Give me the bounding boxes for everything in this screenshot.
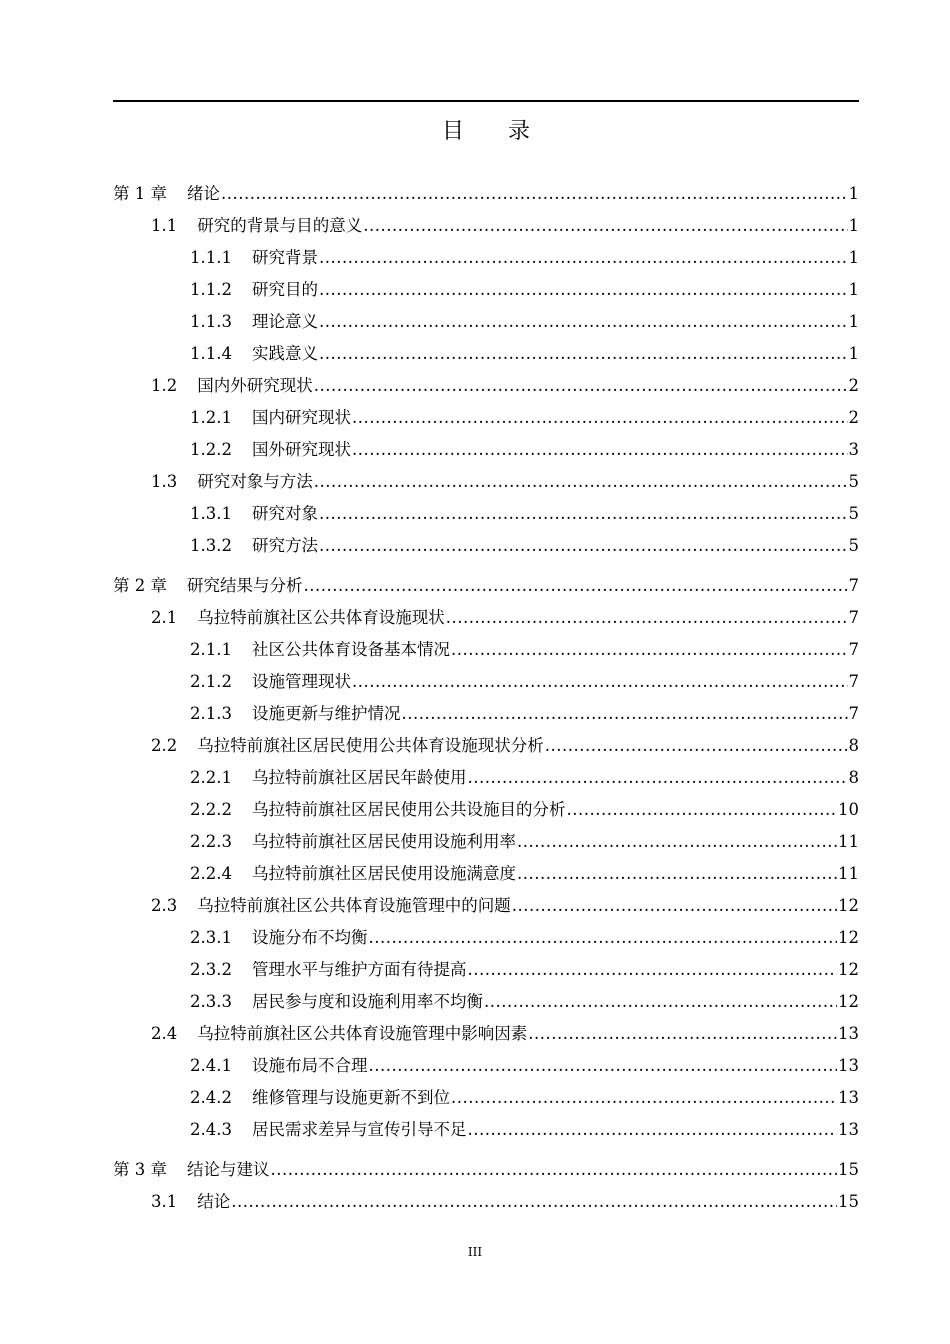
toc-leader-dots — [545, 736, 848, 756]
toc-entry[interactable] — [113, 180, 859, 204]
toc-entry-label: 国外研究现状 — [251, 440, 351, 459]
toc-entry-page: 15 — [838, 1192, 859, 1211]
toc-leader-dots — [231, 1192, 837, 1212]
toc-entry-label: 维修管理与设施更新不到位 — [251, 1088, 450, 1107]
toc-entry-label: 设施管理现状 — [251, 672, 351, 691]
toc-leader-dots — [446, 608, 848, 628]
toc-entry-label: 研究方法 — [251, 536, 318, 555]
toc-entry[interactable] — [113, 956, 859, 980]
toc-entry-page: 15 — [838, 1160, 859, 1179]
toc-entry[interactable] — [113, 732, 859, 756]
toc-leader-dots — [368, 928, 837, 948]
toc-entry[interactable] — [113, 700, 859, 724]
toc-entry[interactable] — [113, 892, 859, 916]
toc-entry[interactable] — [113, 340, 859, 364]
toc-entry-label: 研究的背景与目的意义 — [197, 216, 363, 235]
toc-entry-label: 乌拉特前旗社区居民使用公共设施目的分析 — [251, 800, 566, 819]
toc-entry-number: 1.2.1 — [190, 408, 232, 427]
toc-entry[interactable] — [113, 372, 859, 396]
toc-entry-label: 结论与建议 — [187, 1160, 270, 1179]
toc-leader-dots — [314, 472, 848, 492]
toc-entry-page: 1 — [848, 344, 859, 363]
toc-entry-label: 居民需求差异与宣传引导不足 — [251, 1120, 467, 1139]
toc-entry-label: 乌拉特前旗社区居民使用公共体育设施现状分析 — [197, 736, 544, 755]
toc-entry[interactable] — [113, 828, 859, 852]
toc-entry-label: 乌拉特前旗社区公共体育设施管理中影响因素 — [197, 1024, 528, 1043]
toc-entry-number: 1.3 — [151, 472, 178, 491]
toc-entry[interactable] — [113, 308, 859, 332]
toc-entry-number: 2.1.2 — [190, 672, 232, 691]
toc-entry[interactable] — [113, 924, 859, 948]
toc-entry-label: 绪论 — [187, 184, 220, 203]
header-rule — [113, 100, 859, 102]
toc-entry-label: 国内外研究现状 — [197, 376, 313, 395]
toc-entry-number: 2.4 — [151, 1024, 178, 1043]
toc-entry-page: 11 — [838, 832, 859, 851]
toc-entry[interactable] — [113, 988, 859, 1012]
toc-entry-page: 5 — [848, 536, 859, 555]
toc-entry-label: 理论意义 — [251, 312, 318, 331]
toc-entry-label: 设施更新与维护情况 — [251, 704, 401, 723]
toc-entry-number: 1.1.3 — [190, 312, 232, 331]
toc-entry-label: 实践意义 — [251, 344, 318, 363]
toc-entry-page: 1 — [848, 280, 859, 299]
toc-entry-number: 1.3.1 — [190, 504, 232, 523]
toc-entry-page: 5 — [848, 504, 859, 523]
toc-entry[interactable] — [113, 468, 859, 492]
toc-leader-dots — [566, 800, 837, 820]
toc-entry[interactable] — [113, 532, 859, 556]
toc-entry-page: 2 — [848, 376, 859, 395]
toc-leader-dots — [484, 992, 837, 1012]
toc-entry-number: 2.2.2 — [190, 800, 232, 819]
toc-leader-dots — [363, 216, 847, 236]
toc-entry-number: 1.1 — [151, 216, 178, 235]
toc-leader-dots — [401, 704, 847, 724]
toc-entry-page: 3 — [848, 440, 859, 459]
toc-entry[interactable] — [113, 604, 859, 628]
toc-entry-label: 研究结果与分析 — [187, 576, 303, 595]
toc-entry-label: 乌拉特前旗社区公共体育设施现状 — [197, 608, 445, 627]
toc-leader-dots — [304, 576, 848, 596]
toc-entry-number: 2.2.4 — [190, 864, 232, 883]
toc-entry-label: 乌拉特前旗社区居民年龄使用 — [251, 768, 467, 787]
toc-entry-page: 12 — [838, 960, 859, 979]
toc-entry-label: 设施布局不合理 — [251, 1056, 368, 1075]
toc-leader-dots — [528, 1024, 837, 1044]
toc-leader-dots — [319, 536, 848, 556]
toc-leader-dots — [368, 1056, 837, 1076]
toc-entry-page: 1 — [848, 184, 859, 203]
page-title — [113, 114, 859, 145]
toc-entry-label: 国内研究现状 — [251, 408, 351, 427]
toc-entry-number: 2.2 — [151, 736, 178, 755]
toc-entry-label: 结论 — [197, 1192, 231, 1211]
toc-entry-label: 研究对象与方法 — [197, 472, 313, 491]
toc-entry-page: 7 — [848, 672, 859, 691]
toc-entry[interactable] — [113, 436, 859, 460]
toc-entry-page: 13 — [838, 1024, 859, 1043]
toc-entry-number: 2.2.3 — [190, 832, 232, 851]
toc-entry-number: 3.1 — [151, 1192, 178, 1211]
toc-entry-page: 13 — [838, 1088, 859, 1107]
toc-entry-number: 2.3.3 — [190, 992, 232, 1011]
toc-entry-number: 2.4.3 — [190, 1120, 232, 1139]
toc-entry-number: 1.1.4 — [190, 344, 232, 363]
toc-entry-page: 1 — [848, 216, 859, 235]
toc-entry[interactable] — [113, 404, 859, 428]
toc-entry-label: 研究对象 — [251, 504, 318, 523]
toc-leader-dots — [352, 408, 848, 428]
toc-leader-dots — [352, 672, 848, 692]
toc-entry-number: 2.4.1 — [190, 1056, 232, 1075]
toc-entry-number: 1.2.2 — [190, 440, 232, 459]
toc-entry-number: 2.1.1 — [190, 640, 232, 659]
toc-entry-page: 11 — [838, 864, 859, 883]
toc-leader-dots — [467, 768, 847, 788]
toc-entry-page: 12 — [838, 992, 859, 1011]
toc-entry-number: 1.2 — [151, 376, 178, 395]
toc-entry[interactable] — [113, 668, 859, 692]
toc-entry[interactable] — [113, 244, 859, 268]
toc-entry[interactable] — [113, 636, 859, 660]
toc-entry-page: 2 — [848, 408, 859, 427]
toc-entry-label: 乌拉特前旗社区居民使用设施满意度 — [251, 864, 516, 883]
toc-entry-number: 第 3 章 — [113, 1160, 167, 1179]
toc-leader-dots — [314, 376, 848, 396]
toc-entry-page: 12 — [838, 896, 859, 915]
toc-entry-page: 7 — [848, 608, 859, 627]
toc-entry-number: 2.3 — [151, 896, 178, 915]
toc-entry-page: 8 — [848, 736, 859, 755]
toc-leader-dots — [517, 864, 837, 884]
toc-entry-label: 研究目的 — [251, 280, 318, 299]
toc-entry[interactable] — [113, 500, 859, 524]
toc-entry-number: 2.1 — [151, 608, 178, 627]
toc-entry[interactable] — [113, 1084, 859, 1108]
toc-entry-page: 12 — [838, 928, 859, 947]
toc-entry[interactable] — [113, 276, 859, 300]
toc-entry-label: 社区公共体育设备基本情况 — [251, 640, 450, 659]
toc-leader-dots — [467, 960, 837, 980]
toc-entry-label: 设施分布不均衡 — [251, 928, 368, 947]
toc-entry-number: 2.4.2 — [190, 1088, 232, 1107]
toc-entry-label: 居民参与度和设施利用率不均衡 — [251, 992, 483, 1011]
toc-entry-page: 7 — [848, 704, 859, 723]
toc-entry-label: 研究背景 — [251, 248, 318, 267]
toc-entry-number: 2.1.3 — [190, 704, 232, 723]
toc-entry-number: 第 1 章 — [113, 184, 167, 203]
toc-leader-dots — [221, 184, 848, 204]
toc-entry-page: 7 — [848, 576, 859, 595]
toc-entry-number: 1.3.2 — [190, 536, 232, 555]
toc-entry[interactable] — [113, 572, 859, 596]
toc-entry-page: 5 — [848, 472, 859, 491]
title-char-1: 目 — [441, 119, 464, 144]
toc-entry-page: 1 — [848, 248, 859, 267]
toc-entry[interactable] — [113, 796, 859, 820]
toc-leader-dots — [517, 832, 837, 852]
toc-entry[interactable] — [113, 860, 859, 884]
toc-leader-dots — [319, 312, 848, 332]
toc-leader-dots — [467, 1120, 837, 1140]
page-number: III — [467, 1245, 483, 1259]
title-char-2: 录 — [508, 119, 531, 144]
toc-entry-page: 8 — [848, 768, 859, 787]
toc-leader-dots — [451, 640, 848, 660]
toc-entry-number: 2.3.1 — [190, 928, 232, 947]
toc-entry-number: 1.1.2 — [190, 280, 232, 299]
toc-entry-label: 管理水平与维护方面有待提高 — [251, 960, 467, 979]
toc-entry-number: 2.2.1 — [190, 768, 232, 787]
toc-entry-number: 1.1.1 — [190, 248, 232, 267]
toc-entry[interactable] — [113, 764, 859, 788]
toc-entry[interactable] — [113, 1156, 859, 1180]
toc-entry[interactable] — [113, 1052, 859, 1076]
toc-entry-page: 1 — [848, 312, 859, 331]
toc-entry[interactable] — [113, 1020, 859, 1044]
toc-leader-dots — [319, 344, 848, 364]
toc-leader-dots — [512, 896, 837, 916]
toc-entry-number: 第 2 章 — [113, 576, 167, 595]
toc-entry-number: 2.3.2 — [190, 960, 232, 979]
toc-entry-page: 13 — [838, 1056, 859, 1075]
toc-leader-dots — [352, 440, 848, 460]
toc-entry[interactable] — [113, 1116, 859, 1140]
toc-leader-dots — [451, 1088, 837, 1108]
toc-entry-page: 13 — [838, 1120, 859, 1139]
toc-entry-page: 10 — [838, 800, 859, 819]
toc-leader-dots — [271, 1160, 838, 1180]
toc-leader-dots — [319, 280, 848, 300]
toc-leader-dots — [319, 504, 848, 524]
toc-entry-label: 乌拉特前旗社区居民使用设施利用率 — [251, 832, 516, 851]
toc-leader-dots — [319, 248, 848, 268]
toc-entry[interactable] — [113, 212, 859, 236]
toc-entry-page: 7 — [848, 640, 859, 659]
toc-entry-label: 乌拉特前旗社区公共体育设施管理中的问题 — [197, 896, 511, 915]
toc-entry[interactable] — [113, 1188, 859, 1212]
